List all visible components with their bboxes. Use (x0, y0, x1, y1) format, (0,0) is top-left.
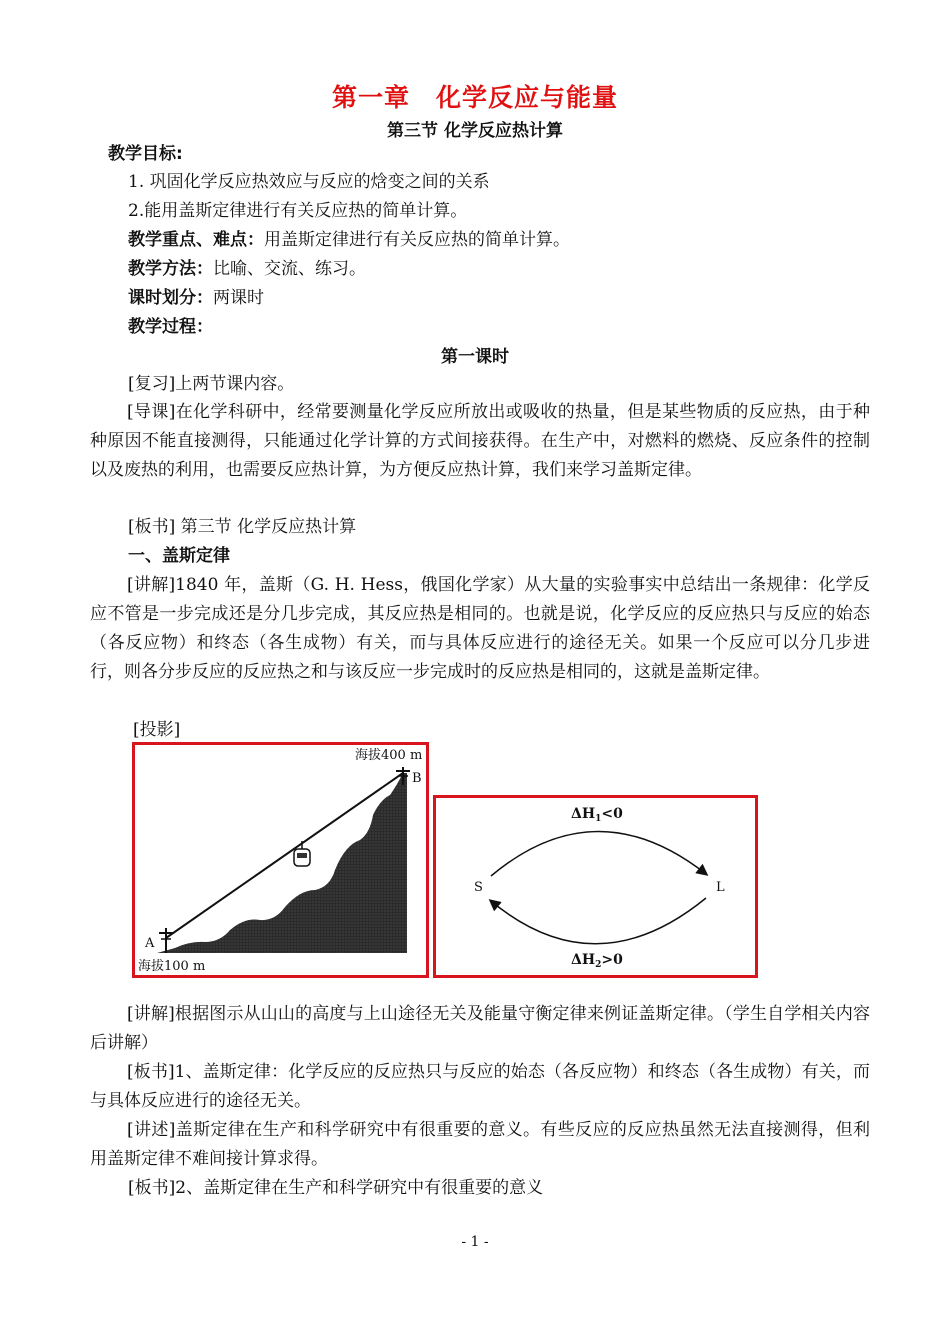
state-s-label: S (474, 880, 483, 895)
mountain-figure (132, 742, 429, 978)
forward-arrow (491, 831, 706, 876)
key-points-line (128, 226, 570, 255)
method-line (128, 255, 366, 284)
mountain-shape (157, 773, 407, 953)
delta-h2-label: $\Delta H_2>0$ (571, 952, 623, 970)
enthalpy-cycle-figure (433, 795, 758, 978)
altitude-top-label: 海拔400 m (355, 748, 423, 763)
chapter-title: 第一章 化学反应与能量 (331, 83, 618, 112)
review-line: [复习]上两节课内容。 (128, 374, 295, 394)
period-label: 课时划分： (128, 288, 213, 308)
lesson-heading: 第一课时 (441, 347, 509, 367)
point-b-label: B (412, 771, 422, 786)
period-line (128, 284, 264, 313)
altitude-bottom-label: 海拔100 m (138, 959, 206, 974)
point-a-label: A (145, 936, 155, 951)
cycle-diagram (436, 798, 755, 975)
cable-car-icon (294, 841, 310, 866)
objectives-heading: 教学目标: (108, 144, 183, 164)
objective-2: 2.能用盖斯定律进行有关反应热的简单计算。 (128, 201, 468, 221)
objective-1: 1. 巩固化学反应热效应与反应的焓变之间的关系 (128, 172, 490, 192)
projection-label: [投影] (133, 720, 181, 740)
lecture-paragraph-2: [讲解]根据图示从山山的高度与上山途径无关及能量守衡定律来例证盖斯定律。（学生自学相关内容后讲解） (90, 1004, 870, 1053)
board-line-3: [板书]2、盖斯定律在生产和科学研究中有很重要的意义 (128, 1178, 544, 1198)
key-points-text: 用盖斯定律进行有关反应热的简单计算。 (264, 230, 570, 250)
board-line-1: [板书] 第三节 化学反应热计算 (128, 517, 357, 537)
key-points-label: 教学重点、难点： (128, 230, 264, 250)
talk-paragraph: [讲述]盖斯定律在生产和科学研究中有很重要的意义。有些反应的反应热虽然无法直接测得，但利用盖斯定律不难间接计算求得。 (90, 1120, 870, 1169)
intro-paragraph: [导课]在化学科研中，经常要测量化学反应所放出或吸收的热量，但是某些物质的反应热，由于种种原因不能直接测得，只能通过化学计算的方式间接获得。在生产中，对燃料的燃烧、反应条件的控制以及废热的利用，也需要反应热计算，为方便反应热计算，我们来学习盖斯定律。 (90, 402, 870, 480)
method-label: 教学方法： (128, 259, 213, 279)
reverse-arrow (491, 898, 706, 944)
page-number: - 1 - (461, 1234, 489, 1250)
section-heading: 一、盖斯定律 (128, 546, 230, 566)
section-subtitle: 第三节 化学反应热计算 (387, 121, 563, 141)
board-paragraph-2: [板书]1、盖斯定律：化学反应的反应热只与反应的始态（各反应物）和终态（各生成物）有关，而与具体反应进行的途径无关。 (90, 1062, 870, 1111)
state-l-label: L (716, 880, 725, 895)
period-text: 两课时 (213, 288, 264, 308)
process-label: 教学过程： (128, 317, 213, 337)
method-text: 比喻、交流、练习。 (213, 259, 366, 279)
mountain-illustration (135, 745, 426, 975)
delta-h1-label: $\Delta H_1<0$ (571, 806, 623, 824)
lecture-paragraph-1: [讲解]1840 年，盖斯（G. H. Hess，俄国化学家）从大量的实验事实中总结出一条规律：化学反应不管是一步完成还是分几步完成，其反应热是相同的。也就是说，化学反应的反应热只与反应的始态（各反应物）和终态（各生成物）有关，而与具体反应进行的途径无关。如果一个反应可以分几步进行，则各分步反应的反应热之和与该反应一步完成时的反应热是相同的，这就是盖斯定律。 (90, 575, 870, 682)
